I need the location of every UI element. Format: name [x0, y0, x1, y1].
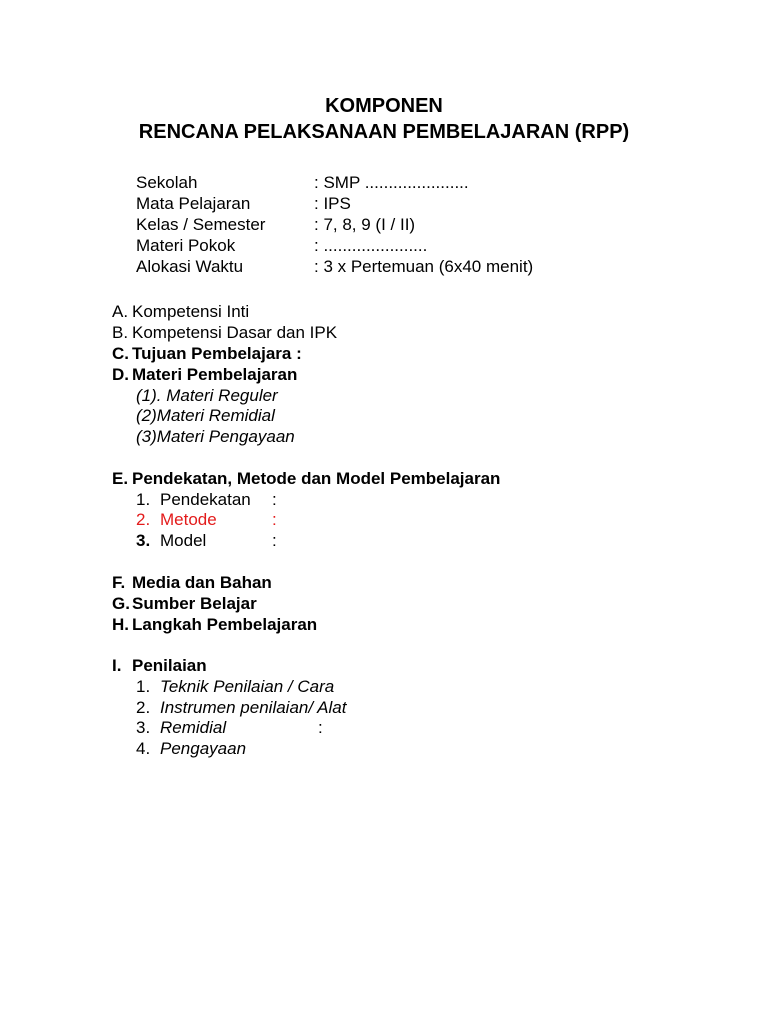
list-number: 2. [136, 510, 151, 529]
list-colon: : [272, 531, 277, 550]
info-label: Alokasi Waktu [136, 257, 244, 276]
list-colon: : [272, 490, 277, 509]
section-text: Sumber Belajar [132, 594, 257, 613]
section-marker: D. [112, 365, 129, 384]
materi-item: (2)Materi Remidial [136, 406, 275, 425]
list-number: 3. [136, 531, 151, 550]
section-marker: B. [112, 323, 129, 342]
penilaian-item [136, 718, 323, 738]
list-label: Teknik Penilaian / Cara [160, 677, 335, 696]
list-label: Pendekatan [160, 490, 251, 509]
section-d [112, 365, 297, 385]
section-marker: G. [112, 594, 130, 613]
model-item [136, 531, 277, 551]
section-marker: C. [112, 344, 129, 363]
materi-item: (3)Materi Pengayaan [136, 427, 295, 446]
section-text: Media dan Bahan [132, 573, 272, 592]
list-label: Model [160, 531, 207, 550]
info-row-materi-pokok [136, 235, 533, 256]
list-number: 1. [136, 677, 151, 696]
list-label: Instrumen penilaian/ Alat [160, 698, 347, 717]
section-i [112, 656, 207, 676]
info-value: : 3 x Pertemuan (6x40 menit) [314, 257, 534, 276]
section-text: Materi Pembelajaran [132, 365, 298, 384]
document-title-line-2: RENCANA PELAKSANAAN PEMBELAJARAN (RPP) [138, 121, 630, 143]
info-value: : ...................... [314, 236, 428, 255]
list-number: 1. [136, 490, 151, 509]
document-title-line-1: KOMPONEN [325, 95, 443, 117]
info-row-mata-pelajaran [136, 193, 533, 214]
list-label: Metode [160, 510, 217, 529]
info-row-alokasi-waktu [136, 256, 533, 277]
section-marker: E. [112, 469, 129, 488]
info-label: Mata Pelajaran [136, 194, 251, 213]
section-text: Kompetensi Inti [132, 302, 250, 321]
identity-block [136, 172, 533, 277]
list-colon: : [318, 718, 323, 737]
section-marker: F. [112, 573, 126, 592]
list-number: 2. [136, 698, 151, 717]
list-colon: : [272, 510, 277, 529]
section-marker: I. [112, 656, 122, 675]
list-number: 3. [136, 718, 151, 737]
section-marker: A. [112, 302, 129, 321]
info-value: : SMP ...................... [314, 173, 469, 192]
materi-item: (1). Materi Reguler [136, 386, 278, 405]
section-marker: H. [112, 615, 129, 634]
info-label: Sekolah [136, 173, 198, 192]
section-text: Pendekatan, Metode dan Model Pembelajaran [132, 469, 501, 488]
section-text: Penilaian [132, 656, 207, 675]
penilaian-item [136, 739, 246, 759]
list-label: Pengayaan [160, 739, 247, 758]
info-row-sekolah [136, 172, 533, 193]
section-a [112, 302, 249, 322]
section-c [112, 344, 302, 364]
section-text: Kompetensi Dasar dan IPK [132, 323, 338, 342]
list-label: Remidial [160, 718, 227, 737]
section-b [112, 323, 337, 343]
info-label: Materi Pokok [136, 236, 236, 255]
section-text: Tujuan Pembelajara : [132, 344, 302, 363]
info-value: : IPS [314, 194, 351, 213]
section-e [112, 469, 500, 489]
list-number: 4. [136, 739, 151, 758]
info-row-kelas-semester [136, 214, 533, 235]
pendekatan-item [136, 490, 277, 510]
penilaian-item [136, 698, 346, 718]
info-value: : 7, 8, 9 (I / II) [314, 215, 416, 234]
penilaian-item [136, 677, 334, 697]
section-f [112, 573, 272, 593]
section-text: Langkah Pembelajaran [132, 615, 318, 634]
metode-item [136, 510, 277, 530]
section-h [112, 615, 317, 635]
info-label: Kelas / Semester [136, 215, 266, 234]
section-g [112, 594, 257, 614]
